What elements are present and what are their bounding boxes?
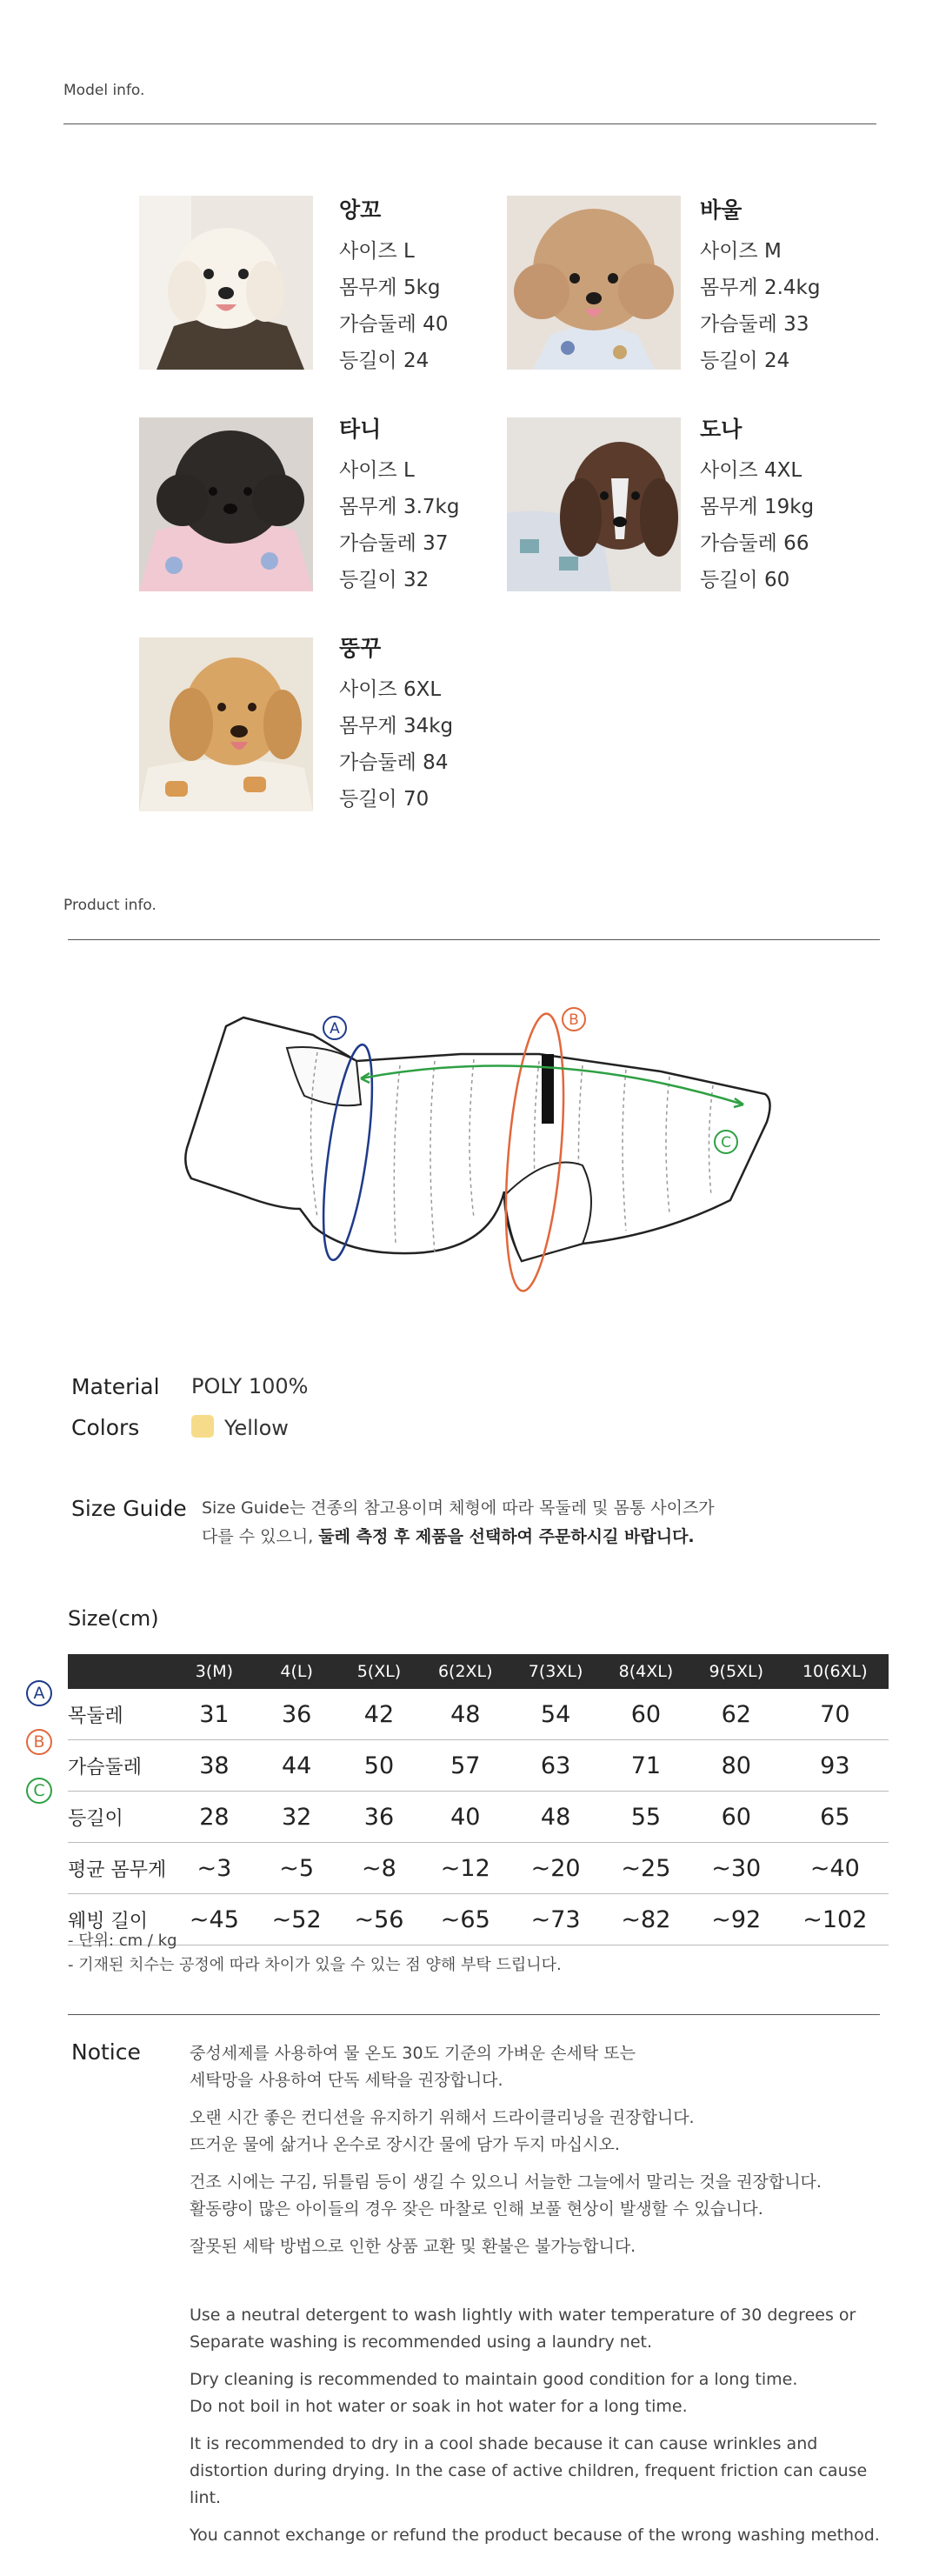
table-cell: ~65 — [420, 1894, 510, 1945]
model-specs — [339, 233, 448, 379]
model-photo-dona — [507, 417, 681, 591]
table-cell: 28 — [173, 1792, 256, 1843]
table-cell: 48 — [420, 1689, 510, 1740]
table-cell: ~73 — [510, 1894, 601, 1945]
table-cell: 60 — [601, 1689, 691, 1740]
table-row — [68, 1792, 889, 1843]
table-cell: 32 — [256, 1792, 338, 1843]
table-cell: 70 — [782, 1689, 889, 1740]
notice-en-paragraph — [190, 2366, 885, 2420]
notice-en-paragraph — [190, 2302, 885, 2356]
model-name: 바울 — [700, 197, 743, 223]
header-cell: 3(M) — [173, 1654, 256, 1689]
diagram-label-a: A — [330, 1020, 340, 1038]
model-specs — [339, 452, 459, 598]
model-photo-baul — [507, 196, 681, 370]
model-chest: 가슴둘레 37 — [339, 532, 449, 555]
table-cell: ~45 — [173, 1894, 256, 1945]
table-cell: 71 — [601, 1740, 691, 1792]
model-back: 등길이 24 — [339, 350, 430, 372]
table-notes — [68, 1929, 562, 1978]
model-size: 사이즈 6XL — [339, 678, 442, 701]
model-weight: 몸무게 5kg — [339, 277, 441, 299]
header-cell: 7(3XL) — [510, 1654, 601, 1689]
notice-kr-paragraph — [190, 2105, 885, 2159]
table-cell: 60 — [691, 1792, 782, 1843]
header-cell: 5(XL) — [338, 1654, 421, 1689]
header-cell: 6(2XL) — [420, 1654, 510, 1689]
table-note-variance: - 기재된 치수는 공정에 따라 차이가 있을 수 있는 점 양해 부탁 드립니다. — [68, 1956, 562, 1974]
badge-a: A — [26, 1680, 52, 1706]
size-guide-line2-normal: 다를 수 있으니, — [202, 1527, 319, 1546]
table-cell: 48 — [510, 1792, 601, 1843]
notice-line: 세탁망을 사용하여 단독 세탁을 권장합니다. — [190, 2071, 503, 2090]
table-cell: 40 — [420, 1792, 510, 1843]
table-cell: ~52 — [256, 1894, 338, 1945]
notice-line: 뜨거운 물에 삶거나 온수로 장시간 물에 담가 두지 마십시오. — [190, 2135, 620, 2154]
notice-line: 중성세제를 사용하여 물 온도 30도 기준의 가벼운 손세탁 또는 — [190, 2044, 636, 2063]
notice-line: 건조 시에는 구김, 뒤틀림 등이 생길 수 있으니 서늘한 그늘에서 말리는 것을 권장합니다. — [190, 2172, 822, 2192]
header-cell: 10(6XL) — [782, 1654, 889, 1689]
badge-b: B — [26, 1729, 52, 1755]
table-cell: ~102 — [782, 1894, 889, 1945]
model-size: 사이즈 M — [700, 240, 782, 263]
size-guide-label: Size Guide — [71, 1496, 187, 1521]
model-chest: 가슴둘레 84 — [339, 751, 449, 774]
model-weight: 몸무게 2.4kg — [700, 277, 821, 299]
model-name: 도나 — [700, 417, 743, 442]
notice-line: Dry cleaning is recommended to maintain good condition for a long time. — [190, 2370, 798, 2389]
notice-line: distortion during drying. In the case of active children, frequent friction can cause lint. — [190, 2461, 868, 2507]
size-table-header — [68, 1654, 889, 1689]
garment-diagram — [174, 1000, 782, 1348]
color-swatch — [191, 1415, 214, 1438]
notice-line: It is recommended to dry in a cool shade because it can cause wrinkles and — [190, 2434, 818, 2453]
size-guide-line2-bold: 둘레 측정 후 제품을 선택하여 주문하시길 바랍니다. — [318, 1527, 695, 1546]
model-size: 사이즈 L — [339, 240, 415, 263]
model-chest: 가슴둘레 40 — [339, 313, 449, 336]
table-cell: ~12 — [420, 1843, 510, 1894]
header-empty — [68, 1654, 173, 1689]
material-value: POLY 100% — [191, 1374, 309, 1398]
notice-line: 활동량이 많은 아이들의 경우 잦은 마찰로 인해 보풀 현상이 발생할 수 있습니다. — [190, 2199, 763, 2219]
table-cell: 80 — [691, 1740, 782, 1792]
table-row — [68, 1689, 889, 1740]
model-info-label: Model info. — [63, 82, 145, 99]
model-specs — [700, 452, 814, 598]
model-size: 사이즈 L — [339, 459, 415, 482]
notice-kr-paragraph — [190, 2169, 885, 2223]
table-cell: ~56 — [338, 1894, 421, 1945]
notice-line: 오랜 시간 좋은 컨디션을 유지하기 위해서 드라이클리닝을 권장합니다. — [190, 2108, 695, 2127]
table-note-unit: - 단위: cm / kg — [68, 1932, 177, 1950]
table-cell: ~8 — [338, 1843, 421, 1894]
notice-body — [190, 2040, 885, 2549]
size-table — [68, 1654, 889, 1945]
notice-kr-paragraph — [190, 2233, 885, 2260]
table-cell: 31 — [173, 1689, 256, 1740]
row-label: 등길이 — [68, 1792, 173, 1843]
table-cell: 44 — [256, 1740, 338, 1792]
notice-kr-paragraph — [190, 2040, 885, 2094]
model-weight: 몸무게 19kg — [700, 496, 815, 518]
model-photo-angkko — [139, 196, 313, 370]
table-cell: ~40 — [782, 1843, 889, 1894]
table-cell: ~25 — [601, 1843, 691, 1894]
model-back: 등길이 32 — [339, 569, 430, 591]
model-name: 타니 — [339, 417, 382, 442]
header-cell: 8(4XL) — [601, 1654, 691, 1689]
model-size: 사이즈 4XL — [700, 459, 802, 482]
table-cell: 57 — [420, 1740, 510, 1792]
table-cell: ~5 — [256, 1843, 338, 1894]
model-back: 등길이 70 — [339, 788, 430, 811]
row-label: 평균 몸무게 — [68, 1843, 173, 1894]
size-guide-line2 — [202, 1523, 715, 1552]
notice-label: Notice — [71, 2039, 141, 2065]
notice-en-paragraph — [190, 2522, 885, 2549]
diagram-label-b: B — [569, 1011, 579, 1029]
notice-en-paragraph — [190, 2431, 885, 2512]
model-weight: 몸무게 3.7kg — [339, 496, 460, 518]
divider — [68, 2014, 880, 2015]
table-cell: 54 — [510, 1689, 601, 1740]
table-cell: 55 — [601, 1792, 691, 1843]
table-row — [68, 1740, 889, 1792]
model-specs — [700, 233, 820, 379]
table-cell: ~30 — [691, 1843, 782, 1894]
size-table-caption: Size(cm) — [68, 1606, 159, 1631]
model-chest: 가슴둘레 66 — [700, 532, 809, 555]
notice-line: Use a neutral detergent to wash lightly with water temperature of 30 degrees or — [190, 2306, 856, 2325]
divider — [63, 123, 876, 124]
header-cell: 9(5XL) — [691, 1654, 782, 1689]
table-cell: ~20 — [510, 1843, 601, 1894]
size-guide-line1: Size Guide는 견종의 참고용이며 체형에 따라 목둘레 및 몸통 사이즈가 — [202, 1498, 715, 1518]
divider — [68, 939, 880, 940]
model-weight: 몸무게 34kg — [339, 715, 454, 737]
row-label: 웨빙 길이 — [68, 1894, 173, 1945]
notice-line: You cannot exchange or refund the product because of the wrong washing method. — [190, 2526, 880, 2545]
table-cell: 50 — [338, 1740, 421, 1792]
model-specs — [339, 671, 453, 818]
notice-line: Separate washing is recommended using a laundry net. — [190, 2332, 653, 2352]
colors-label: Colors — [71, 1415, 140, 1440]
row-label: 목둘레 — [68, 1689, 173, 1740]
model-chest: 가슴둘레 33 — [700, 313, 809, 336]
header-cell: 4(L) — [256, 1654, 338, 1689]
notice-line: Do not boil in hot water or soak in hot water for a long time. — [190, 2397, 688, 2416]
model-photo-ttungkku — [139, 637, 313, 811]
table-cell: ~92 — [691, 1894, 782, 1945]
table-cell: 36 — [256, 1689, 338, 1740]
row-label: 가슴둘레 — [68, 1740, 173, 1792]
model-back: 등길이 60 — [700, 569, 790, 591]
model-name: 앙꼬 — [339, 197, 382, 223]
table-cell: 42 — [338, 1689, 421, 1740]
table-cell: ~3 — [173, 1843, 256, 1894]
model-name: 뚱꾸 — [339, 636, 382, 661]
table-cell: 62 — [691, 1689, 782, 1740]
table-cell: 93 — [782, 1740, 889, 1792]
size-guide-text — [202, 1494, 715, 1552]
table-cell: 65 — [782, 1792, 889, 1843]
table-cell: 63 — [510, 1740, 601, 1792]
table-cell: 38 — [173, 1740, 256, 1792]
diagram-label-c: C — [721, 1134, 731, 1151]
color-name: Yellow — [224, 1416, 289, 1440]
model-photo-tani — [139, 417, 313, 591]
model-back: 등길이 24 — [700, 350, 790, 372]
table-cell: ~82 — [601, 1894, 691, 1945]
table-cell: 36 — [338, 1792, 421, 1843]
badge-c: C — [26, 1778, 52, 1804]
material-label: Material — [71, 1374, 160, 1399]
table-row — [68, 1843, 889, 1894]
notice-line: 잘못된 세탁 방법으로 인한 상품 교환 및 환불은 불가능합니다. — [190, 2237, 636, 2256]
product-info-label: Product info. — [63, 897, 156, 914]
